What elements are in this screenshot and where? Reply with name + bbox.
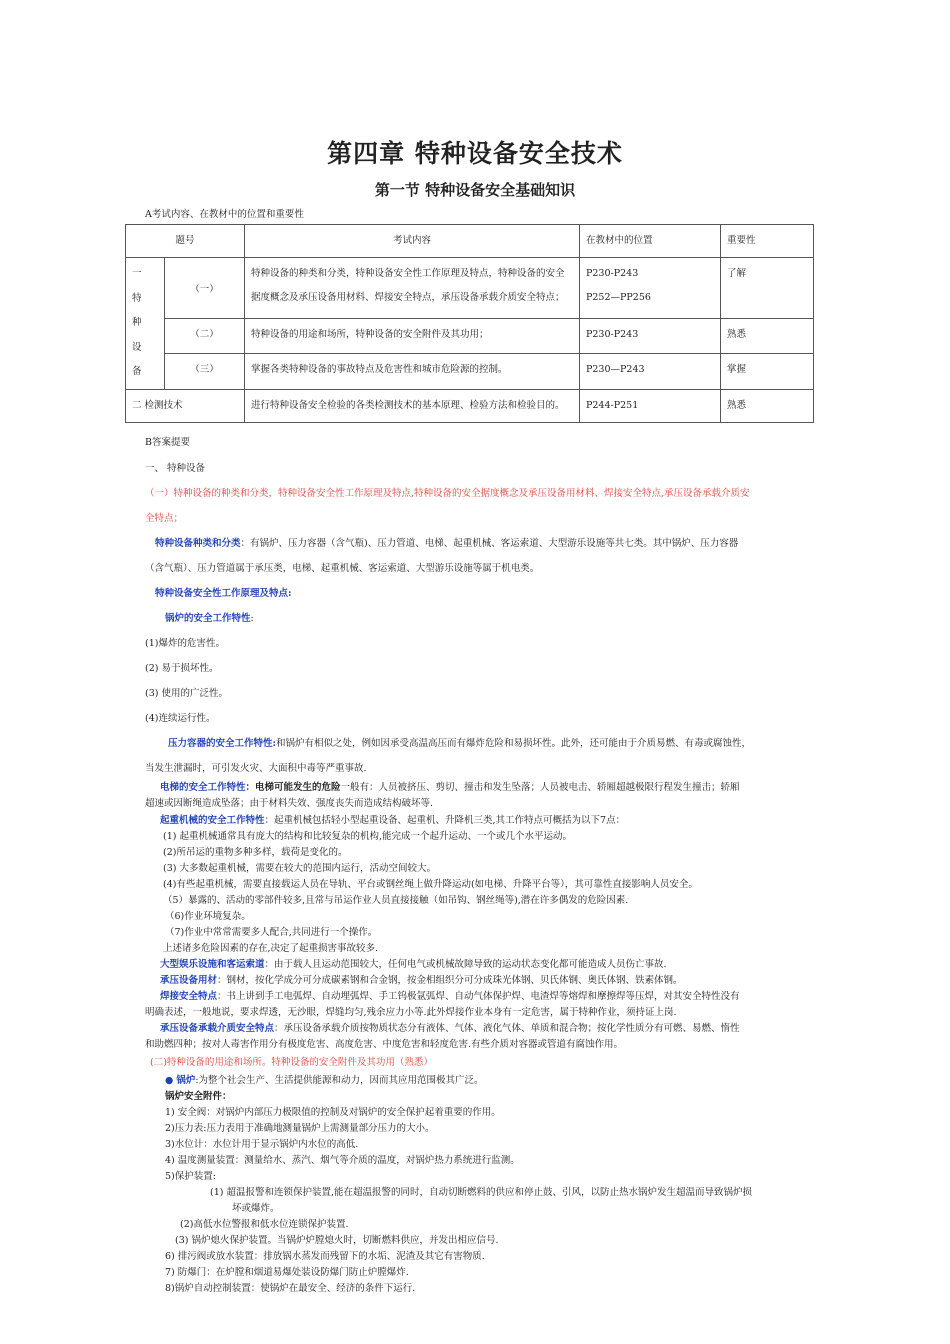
crane-summary: 上述诸多危险因素的存在,决定了起重损害事故较多. [163,943,379,954]
material-paragraph: 承压设备用材：钢材，按化学成分可分成碳素钢和合金钢，按金相组织分可分成珠光体钢、贝氏体钢、奥氏体钢、铁素体钢。 [160,975,683,986]
row-importance: 熟悉 [721,389,814,422]
row-content: 掌握各类特种设备的事故特点及危害性和城市危险源的控制。 [245,354,580,389]
list-item: 5)保护装置: [165,1171,216,1182]
heading-special-equipment: 一、 特种设备 [145,463,206,474]
table-row [126,318,814,353]
list-item: (2)所吊运的重物多种多样，载荷是变化的。 [163,847,348,858]
row-num: 二 检测技术 [126,389,245,422]
row-num: （二） [165,318,245,353]
list-item: (2)高低水位警报和低水位连锁保护装置. [180,1219,349,1230]
boiler-usage-paragraph: ● 锅炉:为整个社会生产、生活提供能源和动力，因而其应用范围极其广泛。 [165,1075,484,1086]
row-position: P230-P243 P252—PP256 [580,258,721,319]
medium-paragraph-2: 和助燃四种；按对人毒害作用分有极度危害、高度危害、中度危害和轻度危害.有些介质对容器或管道有腐蚀作用。 [145,1039,624,1050]
header-importance: 重要性 [721,225,814,258]
list-item: (2) 易于损坏性。 [145,663,219,674]
elevator-paragraph: 电梯的安全工作特性：电梯可能发生的危险一般有：人员被挤压、剪切、撞击和发生坠落；人员被电击、轿厢超越极限行程发生撞击；轿厢 [160,782,740,793]
row-content: 进行特种设备安全检验的各类检测技术的基本原理、检验方法和检验目的。 [245,389,580,422]
list-item: (3) 锅炉熄火保护装置。当锅炉炉膛熄火时，切断燃料供应，并发出相应信号. [175,1235,499,1246]
vessel-paragraph-2: 当发生泄漏时，可引发火灾、大面积中毒等严重事故. [145,763,367,774]
table-header-row [126,225,814,258]
medium-paragraph: 承压设备承载介质安全特点：承压设备承载介质按物质状态分有液体、气体、液化气体、单质和混合物；按化学性质分有可燃、易燃、惰性 [160,1023,740,1034]
list-item: 8)锅炉自动控制装置：使锅炉在最安全、经济的条件下运行. [165,1283,416,1294]
red-heading-2: (二)特种设备的用途和场所。特种设备的安全附件及其功用（熟悉） [150,1057,433,1068]
row-num: （三） [165,354,245,389]
weld-paragraph-2: 明确表述，一般地说，要求焊透，无沙眼，焊缝均匀,残余应力小等.此外焊接作业本身有一定危害，属于特种作业，须持证上岗. [145,1007,677,1018]
accessories-label: 锅炉安全附件： [165,1091,232,1102]
weld-paragraph: 焊接安全特点：书上讲到手工电弧焊、自动埋弧焊、手工钨极氩弧焊、自动气体保护焊、电渣焊等熔焊和摩擦焊等压焊，对其安全特性没有 [160,991,740,1002]
header-num: 题号 [126,225,245,258]
list-item: 6) 排污阀或放水装置：排放锅水蒸发而残留下的水垢、泥渣及其它有害物质. [165,1251,485,1262]
red-heading-1a: （一）特种设备的种类和分类，特种设备安全性工作原理及特点,特种设备的安全据度概念及承压设备用材料、焊接安全特点,承压设备承载介质安 [145,488,750,499]
row-content: 特种设备的种类和分类，特种设备安全性工作原理及特点，特种设备的安全据度概念及承压设备用材料、焊接安全特点，承压设备承载介质安全特点； [245,258,580,319]
list-item: (4)有些起重机械，需要直接载运人员在导轨、平台或钢丝绳上做升降运动(如电梯、升降平台等），其可靠性直接影响人员安全。 [163,879,698,890]
row-position: P230—P243 [580,354,721,389]
bullet-icon: ● [165,1075,174,1086]
row-content: 特种设备的用途和场所，特种设备的安全附件及其功用； [245,318,580,353]
list-item: 3)水位计：水位计用于显示锅炉内水位的高低. [165,1139,359,1150]
section-b-label: B答案提要 [145,437,190,448]
section-a-label: A考试内容、在教材中的位置和重要性 [145,209,304,220]
list-item: 1) 安全阀：对锅炉内部压力极限值的控制及对锅炉的安全保护起着重要的作用。 [165,1107,501,1118]
list-item: （6)作业环境复杂。 [165,911,251,922]
section-title: 第一节 特种设备安全基础知识 [374,181,576,199]
list-item: 坏或爆炸。 [232,1203,280,1214]
header-content: 考试内容 [245,225,580,258]
row-importance: 熟悉 [721,318,814,353]
ride-paragraph: 大型娱乐设施和客运索道：由于载人且运动范围较大，任何电气或机械故障导致的运动状态变化都可能造成人员伤亡事故. [160,959,667,970]
list-item: 2)压力表:压力表用于准确地测量锅炉上需测量部分压力的大小。 [165,1123,435,1134]
boiler-label: 锅炉的安全工作特性: [165,613,254,624]
crane-paragraph: 起重机械的安全工作特性：起重机械包括轻小型起重设备、起重机、升降机三类,其工作特点可概括为以下7点： [160,815,626,826]
list-item: （5）暴露的、活动的零部件较多,且常与吊运作业人员直接接触（如吊钩、钢丝绳等),潜在许多偶发的危险因素. [163,895,629,906]
list-item: (1) 超温报警和连锁保护装置,能在超温报警的同时，自动切断燃料的供应和停止鼓、引风，以防止热水锅炉发生超温而导致锅炉损 [210,1187,752,1198]
list-item: (1) 起重机械通常具有庞大的结构和比较复杂的机构,能完成一个起升运动、一个或几个水平运动。 [163,831,572,842]
chapter-title: 第四章 特种设备安全技术 [327,139,623,168]
row-position: P244-P251 [580,389,721,422]
vessel-paragraph: 压力容器的安全工作特性:和锅炉有相似之处，例如因承受高温高压而有爆炸危险和易损坏性。此外，还可能由于介质易燃、有毒或腐蚀性， [168,738,752,749]
red-heading-1b: 全特点； [145,513,184,524]
list-item: （7)作业中常常需要多人配合,共同进行一个操作。 [165,927,378,938]
kinds-paragraph: 特种设备种类和分类：有锅炉、压力容器（含气瓶)、压力管道、电梯、起重机械、客运索道、大型游乐设施等共七类。其中锅炉、压力容器 [155,538,739,549]
group-label: 一 特 种 设 备 [126,258,165,390]
table-row [126,354,814,389]
row-num: （一） [165,258,245,319]
header-position: 在教材中的位置 [580,225,721,258]
principle-label: 特种设备安全性工作原理及特点: [155,588,292,599]
list-item: (1)爆炸的危害性。 [145,638,225,649]
row-position: P230-P243 [580,318,721,353]
table-row [126,389,814,422]
list-item: (4)连续运行性。 [145,713,216,724]
elevator-paragraph-2: 超速或因断绳造成坠落；由于材料失效、强度丧失而造成结构破坏等. [145,798,434,809]
row-importance: 了解 [721,258,814,319]
kinds-paragraph-2: （含气瓶）、压力管道属于承压类，电梯、起重机械、客运索道、大型游乐设施等属于机电类。 [145,563,540,574]
row-importance: 掌握 [721,354,814,389]
list-item: (3) 大多数起重机械，需要在较大的范围内运行，活动空间较大。 [163,863,436,874]
list-item: 7) 防爆门：在炉膛和烟道易爆处装设防爆门防止炉膛爆炸. [165,1267,409,1278]
list-item: 4) 温度测量装置：测量给水、蒸汽、烟气等介质的温度，对锅炉热力系统进行监测。 [165,1155,520,1166]
list-item: (3) 使用的广泛性。 [145,688,228,699]
exam-table [125,224,814,423]
table-row [126,258,814,319]
